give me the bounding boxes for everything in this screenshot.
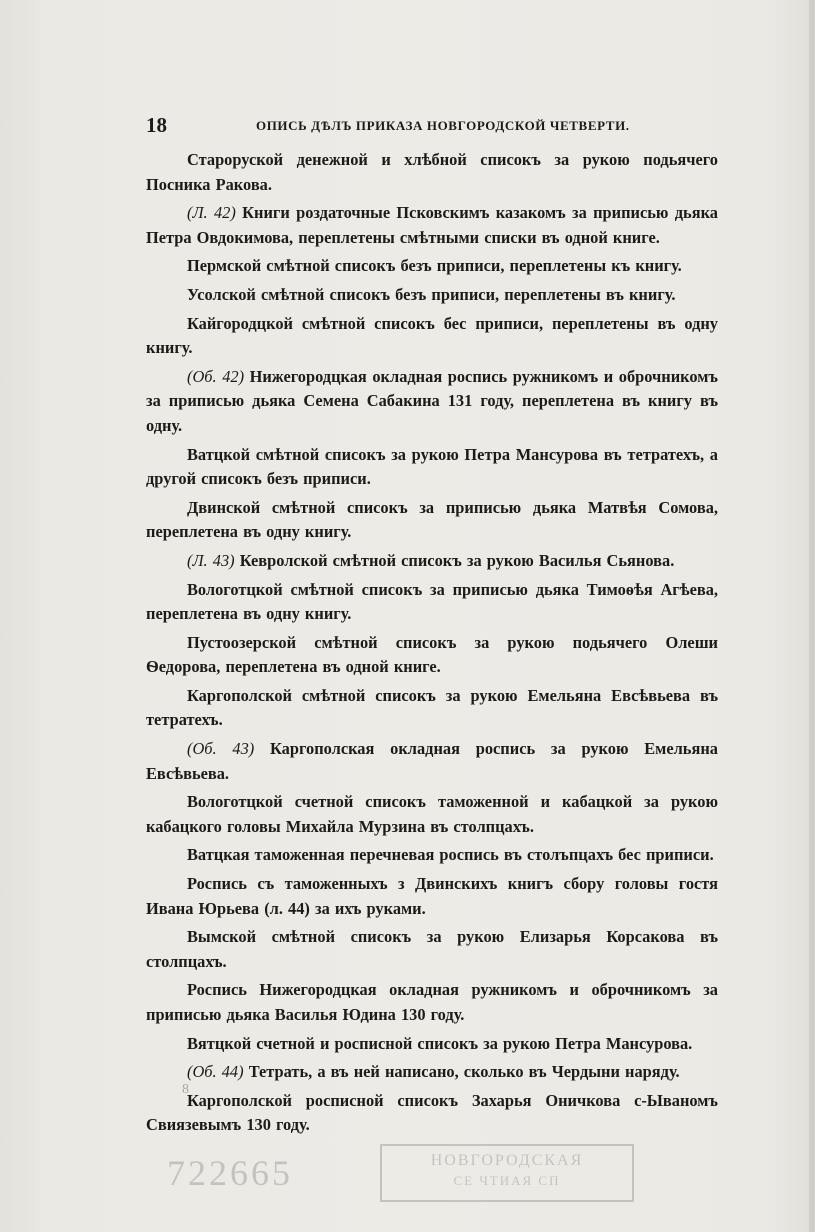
- paragraph: [146, 872, 718, 921]
- paragraph-text: Ватцкая таможенная перечневая роспись въ столъпцахъ бес приписи.: [187, 845, 714, 865]
- paragraph-text: Роспись Нижегородцкая окладная ружникомъ и оброчникомъ за приписью дьяка Василья Юдина 130 году.: [146, 980, 718, 1024]
- folio-reference: (Об. 43): [187, 739, 255, 759]
- folio-reference: (Об. 42): [187, 366, 245, 386]
- paragraph-text: Каргополской росписной списокъ Захарья Оничкова с-Ываномъ Свиязевымъ 130 году.: [146, 1090, 718, 1135]
- paragraph: [146, 631, 718, 680]
- paragraph-text: Вологотцкой смѣтной списокъ за приписью дьяка Тимоѳѣя Агѣева, переплетена въ одну книгу.: [146, 579, 718, 624]
- stamp-box: [380, 1144, 634, 1202]
- paragraph-text: Пустоозерской смѣтной списокъ за рукою подьячего Олеши Ѳедорова, переплетена въ одной книге.: [146, 632, 718, 677]
- paragraph: [146, 148, 718, 197]
- paragraph-text: Вятцкой счетной и росписной списокъ за рукою Петра Мансурова.: [187, 1033, 693, 1053]
- paragraph: [146, 283, 718, 308]
- running-title: ОПИСЬ ДѢЛЪ ПРИКАЗА НОВГОРОДСКОЙ ЧЕТВЕРТИ.: [256, 118, 630, 133]
- paragraph: [146, 978, 718, 1027]
- paragraph: [146, 201, 718, 250]
- paragraph: [146, 365, 718, 439]
- body-text: [146, 148, 718, 1142]
- paragraph-text: Вологотцкой счетной списокъ таможенной и кабацкой за рукою кабацкого головы Михайла Мурзина въ столпцахъ.: [146, 792, 718, 836]
- paragraph: [146, 312, 718, 361]
- paragraph-text: Книги роздаточные Псковскимъ казакомъ за приписью дьяка Петра Овдокимова, переплетены смѣтными списки въ одной книге.: [146, 203, 718, 247]
- folio-reference: (Л. 43): [187, 550, 235, 570]
- paragraph: [146, 496, 718, 545]
- stamp-line-2: СЕ ЧТИАЯ СП: [453, 1173, 561, 1188]
- folio-reference: (Об. 44): [187, 1062, 244, 1082]
- folio-reference: (Л. 42): [187, 203, 236, 223]
- paragraph-text: Каргополской смѣтной списокъ за рукою Емельяна Евсѣвьева въ тетратехъ.: [146, 685, 718, 730]
- paragraph: [146, 1032, 718, 1057]
- paragraph: [146, 549, 718, 574]
- stray-mark: 8: [182, 1082, 189, 1097]
- paragraph-text: Нижегородцкая окладная роспись ружникомъ и оброчникомъ за приписью дьяка Семена Сабакина 131 году, переплетена въ книгу въ одну.: [146, 366, 718, 435]
- paragraph: [146, 737, 718, 786]
- paragraph: [146, 254, 718, 279]
- stamp-line-1: НОВГОРОДСКАЯ: [430, 1152, 584, 1169]
- paragraph-text: Кевролской смѣтной списокъ за рукою Василья Сьянова.: [234, 550, 675, 570]
- paragraph: [146, 443, 718, 492]
- paragraph: [146, 843, 718, 868]
- paragraph-text: Ватцкой смѣтной списокъ за рукою Петра Мансурова въ тетратехъ, а другой списокъ безъ приписи.: [146, 444, 718, 489]
- paragraph-text: Пермской смѣтной списокъ безъ приписи, переплетены къ книгу.: [187, 256, 682, 276]
- paragraph-text: Тетрать, а въ ней написано, сколько въ Чердыни наряду.: [243, 1062, 680, 1082]
- paragraph: [146, 925, 718, 974]
- bleed-through-stamp: [80, 1142, 738, 1200]
- paragraph: [146, 1089, 718, 1138]
- paragraph-text: Роспись съ таможенныхъ з Двинскихъ книгъ сбору головы гостя Ивана Юрьева (л. 44) за ихъ руками.: [146, 874, 718, 918]
- paragraph: [146, 790, 718, 839]
- paragraph-text: Каргополская окладная роспись за рукою Емельяна Евсѣвьева.: [146, 739, 718, 783]
- page-header: [146, 112, 721, 142]
- paragraph: [146, 1060, 718, 1085]
- page-edge-shadow: [809, 0, 815, 1232]
- paragraph-text: Двинской смѣтной списокъ за приписью дьяка Матвѣя Сомова, переплетена въ одну книгу.: [146, 497, 718, 542]
- paragraph-text: Кайгородцкой смѣтной списокъ бес приписи, переплетены въ одну книгу.: [146, 313, 718, 358]
- paragraph-text: Староруской денежной и хлѣбной списокъ за рукою подьячего Посника Ракова.: [146, 150, 718, 194]
- page-number: 18: [146, 113, 167, 137]
- paragraph: [146, 684, 718, 733]
- paragraph-text: Усолской смѣтной списокъ безъ приписи, переплетены въ книгу.: [187, 284, 676, 304]
- paragraph: [146, 578, 718, 627]
- paragraph-text: Вымской смѣтной списокъ за рукою Елизарья Корсакова въ столпцахъ.: [146, 927, 718, 971]
- stamp-number: 722665: [167, 1153, 293, 1193]
